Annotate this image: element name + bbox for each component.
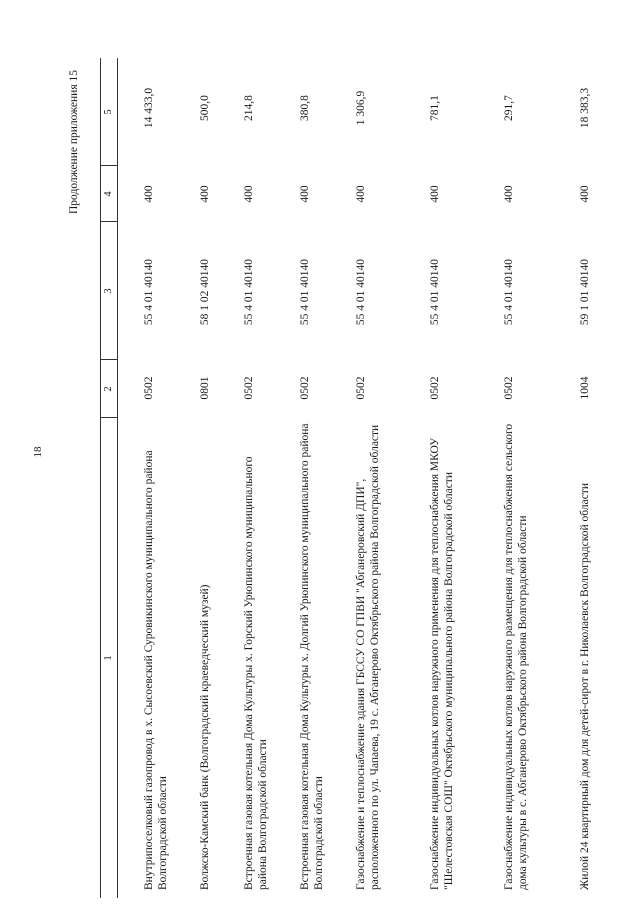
amount: 291,7 — [503, 95, 515, 121]
column-header: 4 — [103, 191, 114, 197]
expense-type: 400 — [579, 185, 591, 203]
amount: 214,8 — [243, 95, 255, 121]
appendix-caption: Продолжение приложения 15 — [68, 70, 80, 214]
section-code: 0502 — [429, 376, 441, 400]
target-article-code: 55 4 01 40140 — [143, 258, 155, 326]
target-article-code: 55 4 01 40140 — [243, 258, 255, 326]
object-name: Встроенная газовая котельная Дома Культуры х. Долгий Урюпинского муниципального района Волгоградской области — [299, 423, 325, 890]
target-article-code: 59 1 01 40140 — [579, 258, 591, 326]
expense-type: 400 — [299, 185, 311, 203]
amount: 14 433,0 — [143, 87, 155, 129]
section-code: 0502 — [299, 376, 311, 400]
object-name: Жилой 24 квартирный дом для детей-сирот в г. Николаевск Волгоградской области — [579, 483, 591, 890]
expense-type: 400 — [143, 185, 155, 203]
column-header: 5 — [103, 109, 114, 115]
object-name: Газоснабжение и теплоснабжение здания ГБССУ СО ГПВИ "Абганеровский ДПИ", расположенного по ул. Чапаева, 19 с. Абганерово Октябрьского района Волгоградской области — [355, 424, 381, 890]
section-code: 0801 — [199, 376, 211, 400]
amount: 500,0 — [199, 95, 211, 121]
amount: 781,1 — [429, 95, 441, 121]
section-code: 0502 — [143, 376, 155, 400]
budget-table — [100, 58, 620, 898]
section-code: 0502 — [243, 376, 255, 400]
column-header: 2 — [103, 386, 114, 392]
target-article-code: 55 4 01 40140 — [503, 258, 515, 326]
expense-type: 400 — [429, 185, 441, 203]
page-number: 18 — [32, 446, 44, 458]
object-name: Газоснабжение индивидуальных котлов наружного применения для теплоснабжения МКОУ "Шелестовская СОШ" Октябрьского муниципального района Волгоградской области — [429, 437, 455, 890]
amount: 380,8 — [299, 95, 311, 121]
section-code: 0502 — [355, 376, 367, 400]
column-header: 3 — [103, 288, 114, 294]
object-name: Волжско-Камский банк (Волгоградский краеведческий музей) — [199, 584, 211, 890]
target-article-code: 55 4 01 40140 — [355, 258, 367, 326]
target-article-code: 58 1 02 40140 — [199, 258, 211, 326]
column-header: 1 — [103, 655, 114, 661]
object-name: Встроенная газовая котельная Дома Культуры х. Горский Урюпинского муниципального района Волгоградской области — [243, 456, 269, 890]
amount: 1 306,9 — [355, 90, 367, 126]
object-name: Газоснабжение индивидуальных котлов наружного размещения для теплоснабжения сельского дома культуры в с. Абганерово Октябрьского района Волгоградской области — [503, 423, 529, 890]
header-bottom-border — [117, 58, 118, 898]
expense-type: 400 — [243, 185, 255, 203]
amount: 18 383,3 — [579, 87, 591, 129]
object-name: Внутрипоселковый газопровод в х. Сысоевский Суровикинского муниципального района Волгоградской области — [143, 450, 169, 890]
target-article-code: 55 4 01 40140 — [429, 258, 441, 326]
expense-type: 400 — [199, 185, 211, 203]
section-code: 0502 — [503, 376, 515, 400]
expense-type: 400 — [503, 185, 515, 203]
expense-type: 400 — [355, 185, 367, 203]
section-code: 1004 — [579, 376, 591, 400]
target-article-code: 55 4 01 40140 — [299, 258, 311, 326]
